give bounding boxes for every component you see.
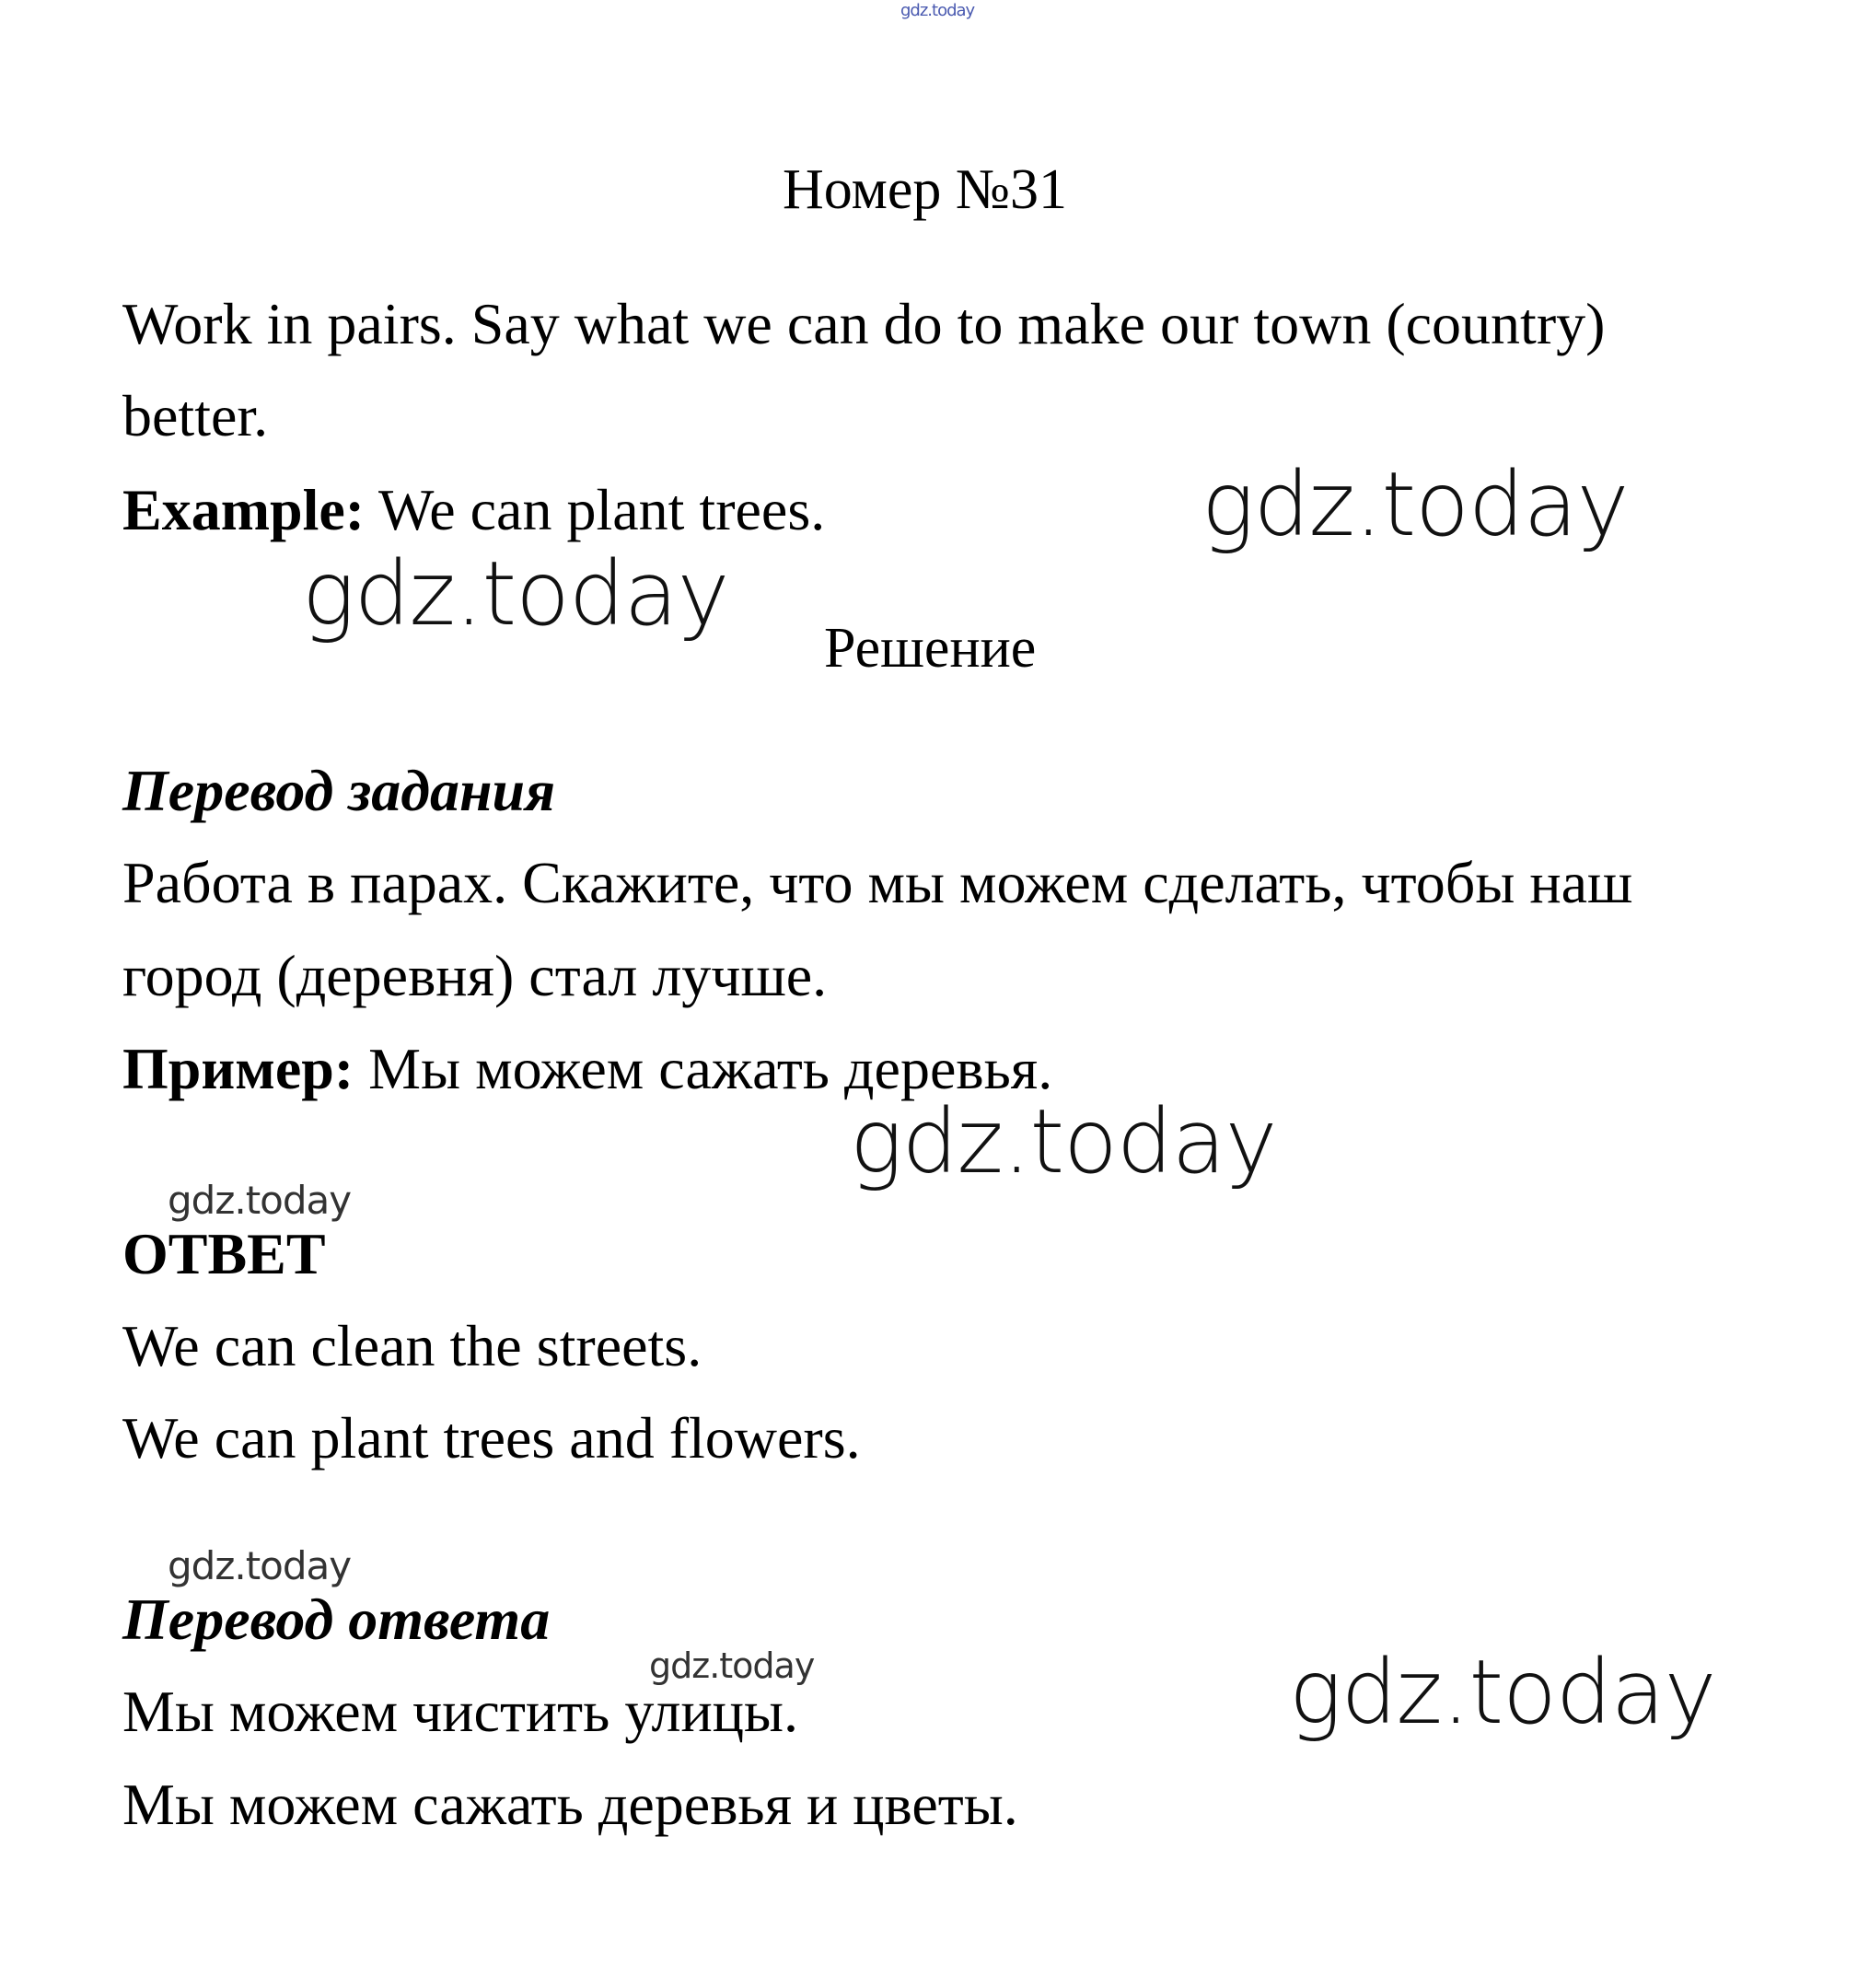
watermark-small-2: gdz.today <box>168 1543 352 1588</box>
translation-example-text: Мы можем сажать деревья. <box>354 1036 1053 1101</box>
watermark-large-4: gdz.today <box>1289 1641 1716 1744</box>
solution-heading: Решение <box>824 617 1037 680</box>
answer-line-2: We can plant trees and flowers. <box>122 1405 861 1471</box>
answer-translation-line-1: Мы можем чистить улицы. <box>122 1679 798 1744</box>
watermark-large-3: gdz.today <box>850 1090 1277 1193</box>
watermark-small-1: gdz.today <box>168 1178 352 1223</box>
translation-heading: Перевод задания <box>122 758 556 823</box>
task-example-label: Example: <box>122 477 366 542</box>
page-title: Номер №31 <box>783 158 1068 221</box>
answer-translation-line-2: Мы можем сажать деревья и цветы. <box>122 1772 1018 1837</box>
watermark-small-3: gdz.today <box>649 1645 815 1686</box>
watermark-top: gdz.today <box>900 1 975 20</box>
translation-example-label: Пример: <box>122 1036 354 1101</box>
watermark-large-1: gdz.today <box>1202 453 1629 556</box>
task-line-1: Work in pairs. Say what we can do to make our town (country) <box>122 291 1606 356</box>
translation-line-1: Работа в парах. Скажите, что мы можем сделать, чтобы наш <box>122 850 1633 915</box>
task-example-text: We can plant trees. <box>365 477 826 542</box>
answer-heading: ОТВЕТ <box>122 1221 326 1286</box>
answer-translation-heading: Перевод ответа <box>122 1587 551 1652</box>
translation-line-2: город (деревня) стал лучше. <box>122 943 828 1008</box>
answer-line-1: We can clean the streets. <box>122 1313 702 1378</box>
task-example <box>122 477 826 542</box>
task-line-2: better. <box>122 383 269 448</box>
watermark-large-2: gdz.today <box>302 542 729 645</box>
